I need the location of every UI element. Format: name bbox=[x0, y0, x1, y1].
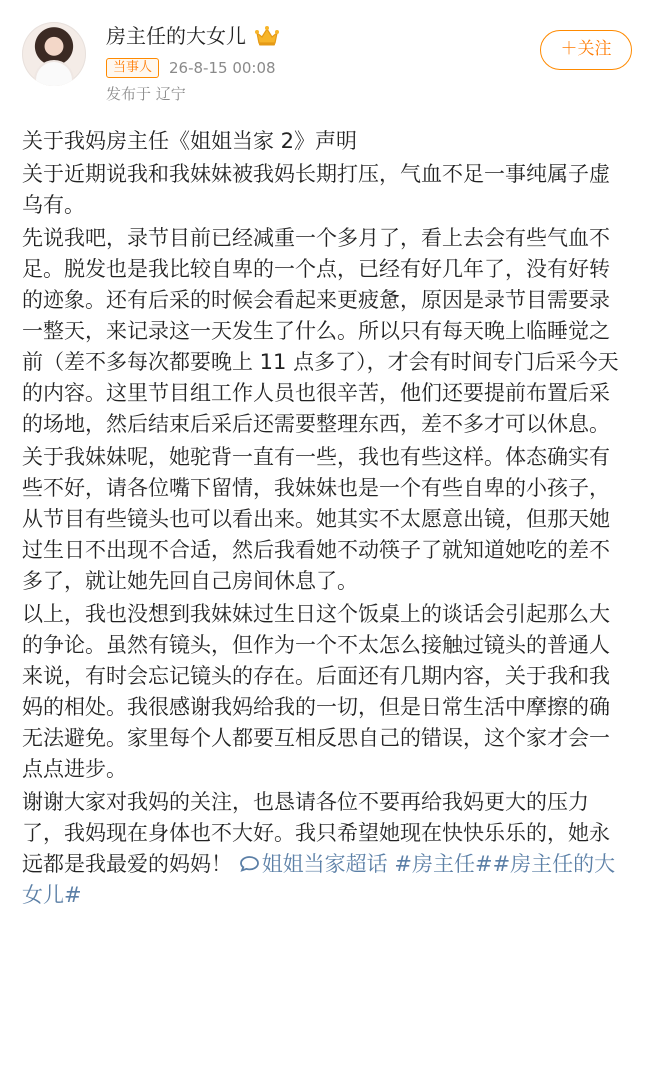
post-timestamp: 26-8-15 00:08 bbox=[169, 59, 276, 77]
post-paragraph-last bbox=[22, 787, 630, 911]
post-paragraph: 关于我妈房主任《姐姐当家 2》声明 bbox=[22, 129, 358, 153]
post-paragraph-text: 谢谢大家对我妈的关注，也恳请各位不要再给我妈更大的压力了，我妈现在身体也不大好。我只希望她现在快快乐乐的，她永远都是我最爱的妈妈！ bbox=[22, 790, 610, 876]
username[interactable]: 房主任的大女儿 bbox=[106, 24, 246, 48]
follow-button[interactable]: ＋关注 bbox=[540, 30, 632, 70]
user-line bbox=[106, 24, 280, 48]
chat-bubble-icon bbox=[239, 850, 260, 867]
post-content bbox=[22, 126, 630, 913]
post-paragraph: 先说我吧，录节目前已经减重一个多月了，看上去会有些气血不足。脱发也是我比较自卑的一个点，已经有好几年了，没有好转的迹象。还有后采的时候会看起来更疲惫，原因是录节目需要录一整天，来记录这一天发生了什么。所以只有每天晚上临睡觉之前（差不多每次都要晚上 11 点多了），才会有时间专门后采今天的内容。这里节目组工作人员也很辛苦，他们还要提前布置后采的场地，然后结束后采后还需要整理东西，差不多才可以休息。 bbox=[22, 226, 619, 436]
hashtag-link-2[interactable]: #房主任的大女儿# bbox=[22, 852, 616, 907]
crown-icon bbox=[254, 25, 280, 47]
post-meta bbox=[106, 58, 276, 78]
post-paragraph: 以上，我也没想到我妹妹过生日这个饭桌上的谈话会引起那么大的争论。虽然有镜头，但作为一个不太怎么接触过镜头的普通人来说，有时会忘记镜头的存在。后面还有几期内容，关于我和我妈的相处。我很感谢我妈给我的一切，但是日常生活中摩擦的确无法避免。家里每个人都要互相反思自己的错误，这个家才会一点点进步。 bbox=[22, 602, 610, 781]
avatar[interactable] bbox=[22, 22, 86, 86]
identity-badge: 当事人 bbox=[106, 58, 159, 78]
post-header bbox=[22, 20, 634, 110]
supertopic-link[interactable] bbox=[239, 852, 395, 876]
post-location: 发布于 辽宁 bbox=[106, 85, 186, 103]
post-paragraph: 关于近期说我和我妹妹被我妈长期打压，气血不足一事纯属子虚乌有。 bbox=[22, 162, 610, 217]
hashtag-link-1[interactable]: #房主任# bbox=[394, 852, 493, 876]
supertopic-label: 姐姐当家超话 bbox=[261, 852, 388, 876]
post-paragraph: 关于我妹妹呢，她驼背一直有一些，我也有些这样。体态确实有些不好，请各位嘴下留情，我妹妹也是一个有些自卑的小孩子，从节目有些镜头也可以看出来。她其实不太愿意出镜，但那天她过生日不出现不合适，然后我看她不动筷子了就知道她吃的差不多了，就让她先回自己房间休息了。 bbox=[22, 445, 610, 593]
